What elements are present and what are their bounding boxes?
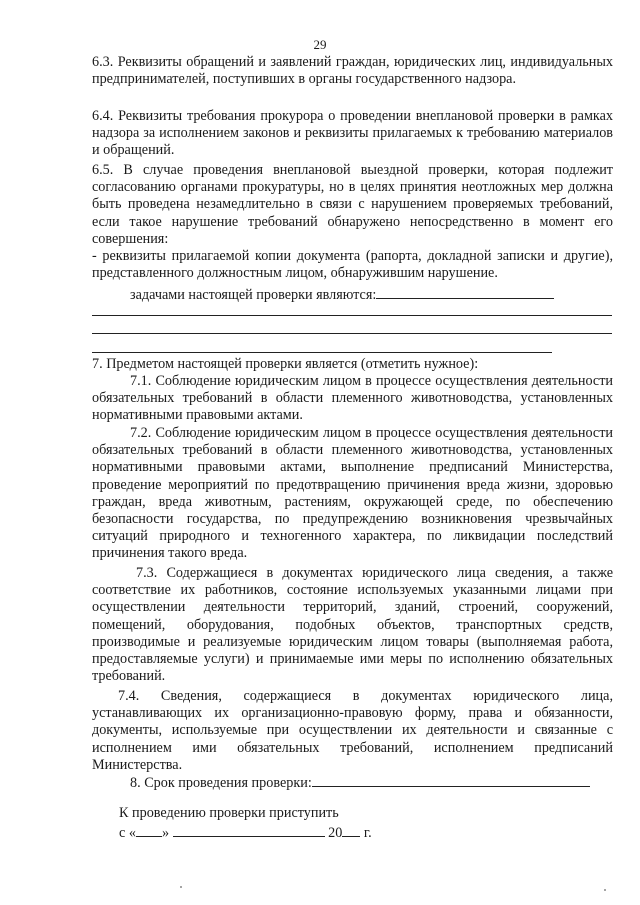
blank-line-3 xyxy=(92,352,552,353)
inspection-term-label: 8. Срок проведения проверки: xyxy=(130,775,312,791)
tasks-line xyxy=(130,285,613,304)
date-year-field xyxy=(342,823,360,837)
date-prefix: с « xyxy=(119,825,136,841)
section-6-4: 6.4. Реквизиты требования прокурора о проведении внеплановой проверки в рамках надзора за исполнением законов и реквизиты прилагаемых к требованию материалов и обращений. xyxy=(92,108,613,159)
page-number: 29 xyxy=(313,37,327,52)
section-7-1: 7.1. Соблюдение юридическим лицом в процессе осуществления деятельности обязательных требований в области племенного животноводства, установленных нормативными правовыми актами. xyxy=(92,373,613,424)
section-7-4: 7.4. Сведения, содержащиеся в документах юридического лица, устанавливающих их организационно-правовую форму, права и обязанности, документы, используемые при осуществлении их деятельности и связанные с исполнением ими обязательных требований, исполнением предписаний Министерства. xyxy=(92,688,613,773)
section-7-2: 7.2. Соблюдение юридическим лицом в процессе осуществления деятельности обязательных требований в области племенного животноводства, установленных нормативными правовыми актами, выполнение предписаний Министерства, проведение мероприятий по предотвращению причинения вреда жизни, здоровью граждан, вреда животным, растениям, окружающей среде, по обеспечению безопасности государства, по предупреждению возникновения чрезвычайных ситуаций природного и техногенного характера, по ликвидации последствий причинения такого вреда. xyxy=(92,425,613,562)
inspection-term-fill-line xyxy=(312,773,590,787)
scan-speck xyxy=(604,889,606,891)
date-year-prefix: 20 xyxy=(328,825,343,841)
tasks-label: задачами настоящей проверки являются: xyxy=(130,287,377,303)
section-6-5-item: - реквизиты прилагаемой копии документа (рапорта, докладной записки и другие), представленного должностным лицом, обнаружившим нарушение. xyxy=(92,248,613,282)
blank-line-2 xyxy=(92,333,612,334)
section-7-title: 7. Предметом настоящей проверки является (отметить нужное): xyxy=(92,356,479,372)
inspection-term-line xyxy=(130,773,613,792)
start-inspection-label: К проведению проверки приступить xyxy=(119,805,339,821)
section-7-3: 7.3. Содержащиеся в документах юридического лица сведения, а также соответствие их работников, состояние используемых указанными лицами при осуществлении деятельности территорий, зданий, строений, сооружений, помещений, оборудования, подобных объектов, транспортных средств, производимые и реализуемые юридическим лицом товары (выполняемая работа, предоставляемые услуги) и принимаемые ими меры по исполнению обязательных требований. xyxy=(92,565,613,685)
blank-line-1 xyxy=(92,315,612,316)
section-6-3: 6.3. Реквизиты обращений и заявлений граждан, юридических лиц, индивидуальных предпринимателей, поступивших в органы государственного надзора. xyxy=(92,54,613,88)
date-month-field xyxy=(173,823,325,837)
date-day-field xyxy=(136,823,162,837)
scan-speck xyxy=(180,886,182,888)
start-date-line xyxy=(119,823,519,842)
section-6-5: 6.5. В случае проведения внеплановой выездной проверки, которая подлежит согласованию органами прокуратуры, но в целях принятия неотложных мер должна быть проведена незамедлительно в связи с нарушением проверяемых требований, если такое нарушение требований обнаружено непосредственно в момент его совершения: xyxy=(92,162,613,247)
date-suffix: г. xyxy=(363,825,372,841)
tasks-fill-line xyxy=(376,285,554,299)
date-mid: » xyxy=(161,825,170,841)
